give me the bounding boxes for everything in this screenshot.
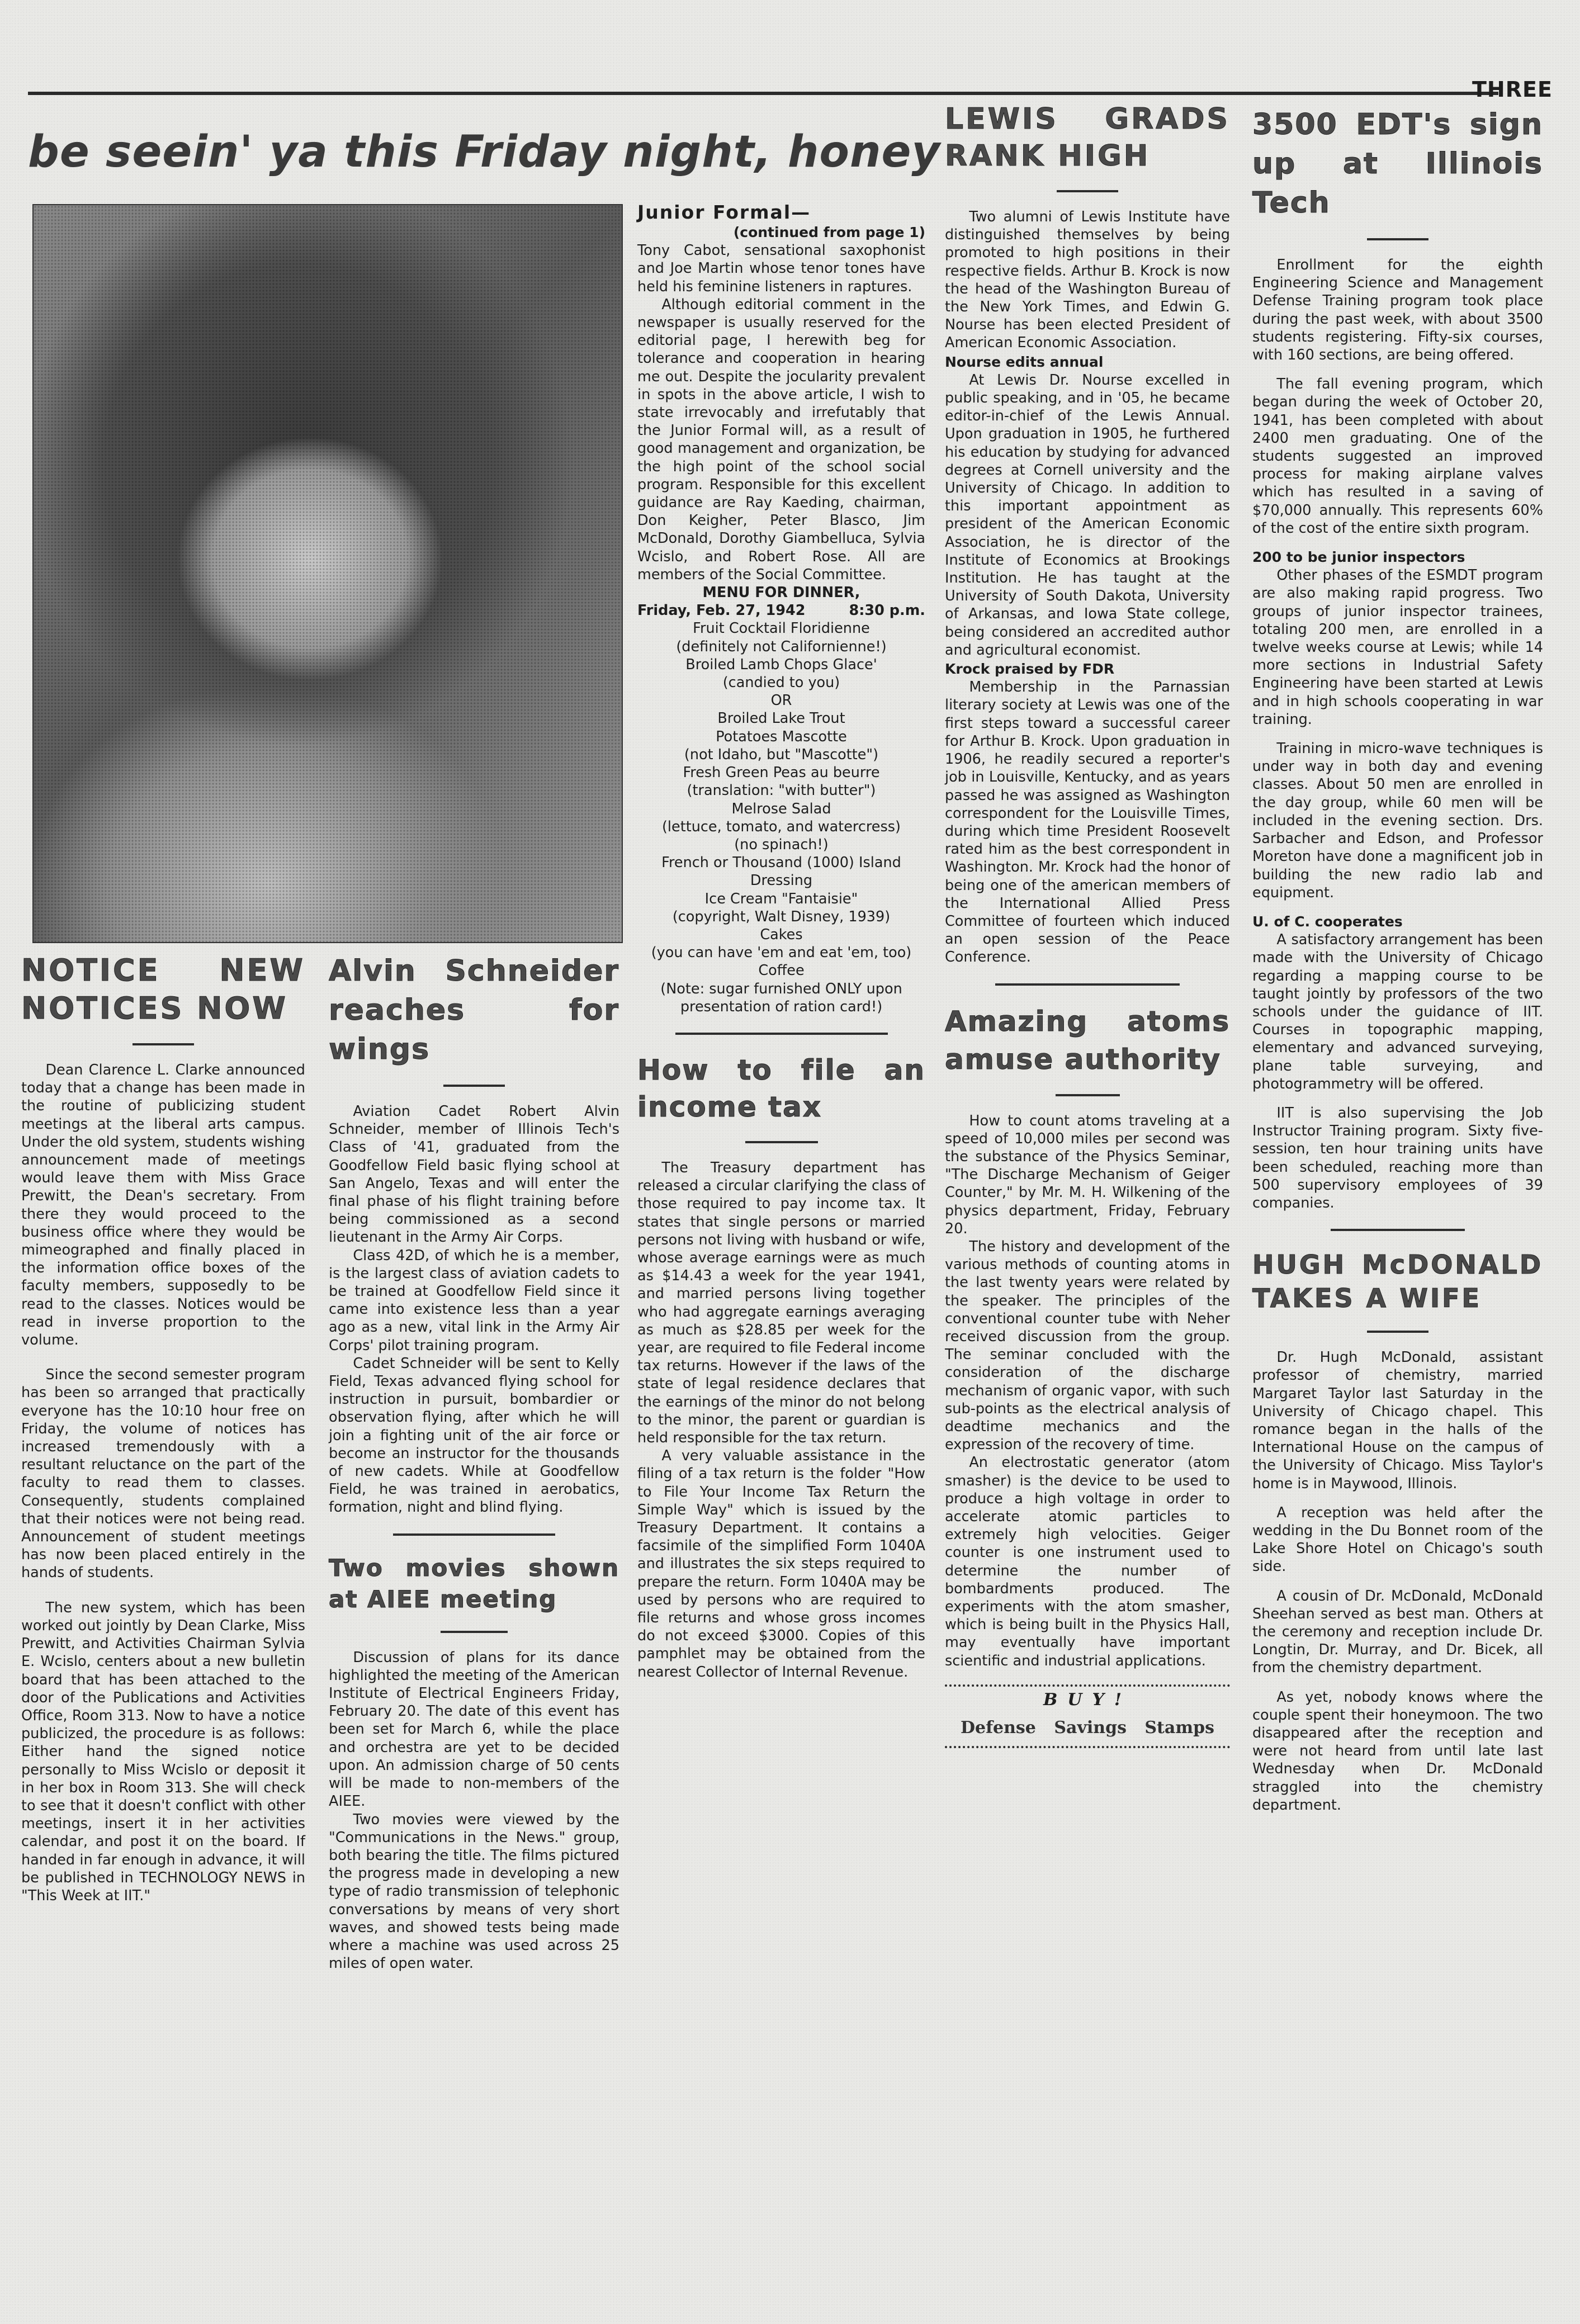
article-paragraph: Cadet Schneider will be sent to Kelly Field, Texas advanced flying school for instruction in pursuit, bombardier or observation flying, after which he will join a fighting unit of the air force or become an instructor for the thousands of new cadets. While at Goodfellow Field, he was trained in aerobatics, formation, night and blind flying. [329,1355,619,1516]
article-paragraph: A satisfactory arrangement has been made with the University of Chicago regarding a mapping course to be taught jointly by professors of the two schools under the guidance of IIT. Courses in topographic mapping, elementary and advanced surveying, plane table surveying, and photogrammetry will be offered. [1252,931,1543,1092]
article-paragraph: Two movies were viewed by the "Communications in the News." group, both bearing the title. The films pictured the progress made in developing a new type of radio transmission of telephonic conversations by means of very short waves, and showed tests being made where a machine was used across 25 miles of open water. [329,1811,619,1972]
ad-buy-text: BUY! [1043,1689,1132,1710]
menu-item: (copyright, Walt Disney, 1939) [672,908,891,925]
menu-item: (translation: "with butter") [687,782,876,799]
article-paragraph: Enrollment for the eighth Engineering Science and Management Defense Training program took place during the past week, with about 3500 students registering. Fifty-six courses, with 160 sections, are being offered. [1252,257,1543,364]
headline-rule [1367,238,1428,240]
banner-headline: be seein' ya this Friday night, honey [28,127,941,177]
aiee-headline: Two movies shown at AIEE meeting [329,1554,619,1613]
atoms-headline: Amazing atoms amuse authority [945,1005,1230,1076]
junior-formal-heading: Junior Formal— [637,201,811,223]
subhead: Krock praised by FDR [945,661,1115,678]
article-paragraph: Aviation Cadet Robert Alvin Schneider, member of Illinois Tech's Class of '41, graduated from the Goodfellow Field basic flying school at San Angelo, Texas and will enter the final phase of his flight training before being commissioned as a second lieutenant in the Army Air Corps. [329,1103,619,1246]
edt-headline: 3500 EDT's sign up at Illinois Tech [1252,108,1543,220]
headline-rule [133,1043,194,1045]
article-paragraph: Dean Clarence L. Clarke announced today that a change has been made in the routine of publicizing student meetings at the liberal arts campus. Under the old system, students wishing announcement made of meetings would leave them with Miss Grace Prewitt, the Dean's secretary. From there they would proceed to the business office where they would be mimeographed and finally placed in the information office boxes of the faculty members, supposedly to be read to the classes. Notices would be read in inverse proportion to the volume. [21,1062,305,1349]
subhead: Nourse edits annual [945,353,1104,370]
menu-item: (Note: sugar furnished ONLY upon presentation of ration card!) [660,980,902,1015]
lewis-headline: LEWIS GRADS RANK HIGH [945,102,1230,173]
section-rule [1331,1229,1465,1231]
portrait-photo [32,204,623,943]
article-paragraph: A very valuable assistance in the filing of a tax return is the folder "How to File Your Income Tax Return the Simple Way" which is issued by the Treasury Department. It contains a facsimile of the simplified Form 1040A and illustrates the six steps required to prepare the return. Form 1040A may be used by persons who are required to file returns and whose gross incomes do not exceed $3000. Copies of this pamphlet may be obtained from the nearest Collector of Internal Revenue. [637,1447,925,1681]
article-paragraph: How to count atoms traveling at a speed of 10,000 miles per second was the substance of the Physics Seminar, "The Discharge Mechanism of Geiger Counter," by Mr. M. H. Wilkening of the physics department, Friday, February 20. [945,1112,1230,1237]
section-rule [995,983,1180,986]
menu-item: (not Idaho, but "Mascotte") [684,746,879,763]
article-paragraph: At Lewis Dr. Nourse excelled in public speaking, and in '05, he became editor-in-chief of the Lewis Annual. Upon graduation in 1905, he furthered his education by studying for advanced degrees at Cornell university and the University of Chicago. In addition to this important appointment as president of the American Economic Association, he is director of the Institute of Economics at Brookings Institution. He has taught at the University of South Dakota, University of Arkansas, and Iowa State college, being considered an accredited author and agricultural economist. [945,371,1230,659]
menu-title: MENU FOR DINNER, [702,584,860,602]
masthead-rule [28,92,1498,95]
headline-rule [745,1141,818,1143]
article-paragraph: Class 42D, of which he is a member, is the largest class of aviation cadets to be trained at Goodfellow Field since it came into existence less than a year ago as a new, vital link in the Army Air Corps' pilot training program. [329,1247,619,1354]
dinner-menu [637,584,925,1016]
article-paragraph: A reception was held after the wedding in the Du Bonnet room of the Lake Shore Hotel on Chicago's south side. [1252,1504,1543,1575]
menu-dateline [637,602,925,619]
article-paragraph: A cousin of Dr. McDonald, McDonald Sheehan served as best man. Others at the ceremony and reception include Dr. Longtin, Dr. Murray, and Dr. Bicek, all from the chemistry department. [1252,1587,1543,1677]
headline-rule [443,1085,505,1087]
headline-rule [1367,1331,1428,1333]
article-paragraph: Since the second semester program has been so arranged that practically everyone has the 10:10 hour free on Friday, the volume of notices has increased tremendously with a resultant reluctance on the part of the faculty to read them to classes. Consequently, students complained that their notices were not being read. Announcement of student meetings has now been placed entirely in the hands of students. [21,1366,305,1582]
column-edt [1252,105,1543,1814]
menu-item: Ice Cream "Fantaisie" [704,890,858,907]
article-paragraph: The Treasury department has released a circular clarifying the class of those required to pay income tax. It states that single persons or married persons not living with husband or wife, whose average earnings were as much as $14.43 a week for the year 1941, and married persons living together who had aggregate earnings averaging as much as $28.85 per week for the year, are required to file Federal income tax returns. However if the laws of the state of legal residence declares that the earnings of the minor do not belong to the minor, the parent or guardian is held responsible for the tax return. [637,1159,925,1446]
menu-item: (lettuce, tomato, and watercress) [661,818,901,835]
article-paragraph: Tony Cabot, sensational saxophonist and Joe Martin whose tenor tones have held his feminine listeners in raptures. [637,242,925,295]
menu-item: (you can have 'em and eat 'em, too) [651,944,912,962]
article-paragraph: Other phases of the ESMDT program are also making rapid progress. Two groups of junior inspector trainees, totaling 200 men, are enrolled in a twelve weeks course at Lewis; while 14 more sections in Industrial Safety Engineering have been started at Lewis and in high schools cooperating in war training. [1252,567,1543,728]
article-paragraph: Discussion of plans for its dance highlighted the meeting of the American Institute of Electrical Engineers Friday, February 20. The date of this event has been set for March 6, while the place and orchestra are yet to be decided upon. An admission charge of 50 cents will be made to non-members of the AIEE. [329,1649,619,1810]
article-paragraph: The fall evening program, which began during the week of October 20, 1941, has been completed with about 2400 men graduating. One of the students suggested an improved process for making airplane valves which has resulted in a saving of $70,000 annually. This represents 60% of the cost of the entire sixth program. [1252,376,1543,537]
menu-item: Coffee [758,962,805,979]
headline-rule [441,1631,508,1633]
subhead: U. of C. cooperates [1252,913,1403,930]
column-lewis [945,101,1230,1748]
menu-item: Cakes [760,926,803,943]
menu-items [637,619,925,1015]
menu-item: OR [770,692,792,709]
ad-stamps-text: Defense Savings Stamps [961,1718,1214,1738]
menu-item: Dressing [750,872,813,889]
menu-item: (candied to you) [722,674,840,692]
menu-item: Melrose Salad [731,800,831,817]
headline-rule [1057,190,1118,192]
headline-rule [1056,1094,1120,1096]
article-paragraph: Dr. Hugh McDonald, assistant professor of chemistry, married Margaret Taylor last Saturday in the University of Chicago chapel. This romance began in the halls of the International House on the campus of the University of Chicago. Miss Taylor's home is in Maywood, Illinois. [1252,1349,1543,1492]
article-paragraph: Training in micro-wave techniques is under way in both day and evening classes. About 50 men are enrolled in the day group, while 60 men will be included in the evening section. Drs. Sarbacher and Edson, and Professor Moreton have done a magnificent job in building the new radio lab and equipment. [1252,740,1543,901]
menu-item: Broiled Lake Trout [717,710,845,727]
defense-stamps-ad [945,1684,1230,1748]
article-paragraph: The new system, which has been worked out jointly by Dean Clarke, Miss Prewitt, and Activities Chairman Sylvia E. Wcislo, centers about a new bulletin board that has been attached to the door of the Publications and Activities Office, Room 313. Now to have a notice publicized, the procedure is as follows: Either hand the signed notice personally to Miss Wcislo or deposit it in her box in Room 313. She will check to see that it doesn't conflict with other meetings, insert it in her activities calendar, and post it on the board. If handed in far enough in advance, it will be published in TECHNOLOGY NEWS in "This Week at IIT." [21,1599,305,1904]
column-notices [21,952,305,1905]
menu-date: Friday, Feb. 27, 1942 [637,602,806,619]
article-paragraph: IIT is also supervising the Job Instructor Training program. Sixty five-session, ten hour training units have been scheduled, reaching more than 500 supervisory employees of 39 companies. [1252,1104,1543,1211]
menu-item: Potatoes Mascotte [716,728,847,745]
section-rule [675,1033,888,1035]
article-paragraph: Although editorial comment in the newspaper is usually reserved for the editorial page, I herewith beg for tolerance and cooperation in hearing me out. Despite the jocularity prevalent in spots in the above article, I wish to state irrevocably and irrefutably that the Junior Formal will, as a result of good management and organization, be the high point of the school social program. Responsible for this excellent guidance are Ray Kaeding, chairman, Don Keigher, Peter Blasco, Jim McDonald, Dorothy Giambelluca, Sylvia Wcislo, and Robert Rose. All are members of the Social Committee. [637,296,925,583]
article-paragraph: As yet, nobody knows where the couple spent their honeymoon. The two disappeared after the reception and were not heard from until late last Wednesday when Dr. McDonald straggled into the chemistry department. [1252,1688,1543,1814]
page-number: THREE [1472,77,1553,102]
menu-item: French or Thousand (1000) Island [661,854,901,872]
income-tax-headline: How to file an income tax [637,1053,925,1123]
menu-item: (no spinach!) [734,836,829,853]
column-schneider [329,952,619,1972]
article-paragraph: Two alumni of Lewis Institute have distinguished themselves by being promoted to high positions in their respective fields. Arthur B. Krock is now the head of the Washington Bureau of the New York Times, and Edwin G. Nourse has been elected President of American Economic Association. [945,209,1230,352]
menu-item: Fresh Green Peas au beurre [683,764,880,782]
section-rule [393,1533,555,1536]
article-paragraph: The history and development of the various methods of counting atoms in the last twenty years were related by the speaker. The principles of the conventional counter tube with Neher received discussion from the group. The seminar concluded with the consideration of the discharge mechanism of organic vapor, with such sub-points as the electrical analysis of deadtime mechanics and the expression of the recovery of time. [945,1238,1230,1454]
menu-item: Broiled Lamb Chops Glace' [685,656,877,673]
column-junior-formal [637,201,925,1681]
continued-note: (continued from page 1) [733,224,925,240]
menu-time: 8:30 p.m. [849,602,925,619]
subhead: 200 to be junior inspectors [1252,549,1465,566]
menu-item: Fruit Cocktail Floridienne [693,620,870,637]
notices-headline: NOTICE NEW NOTICES NOW [21,953,305,1026]
mcdonald-headline: HUGH McDONALD TAKES A WIFE [1252,1249,1543,1314]
schneider-headline: Alvin Schneider reaches for wings [329,954,619,1066]
article-paragraph: Membership in the Parnassian literary society at Lewis was one of the first steps toward a successful career for Arthur B. Krock. Upon graduation in 1906, he readily secured a reporter's job in Louisville, Kentucky, and as years passed he was assigned as Washington correspondent for the Louisville Times, during which time President Roosevelt rated him as the best correspondent in Washington. Mr. Krock had the honor of being one of the american members of the International Allied Press Committee of fourteen which induced an open session of the Peace Conference. [945,679,1230,966]
article-paragraph: An electrostatic generator (atom smasher) is the device to be used to produce a high voltage in order to accelerate atomic particles to extremely high velocities. Geiger counter is one instrument used to determine the number of bombardments produced. The experiments with the atom smasher, which is being built in the Physics Hall, may eventually have important scientific and industrial applications. [945,1454,1230,1669]
menu-item: (definitely not Californienne!) [676,638,887,655]
